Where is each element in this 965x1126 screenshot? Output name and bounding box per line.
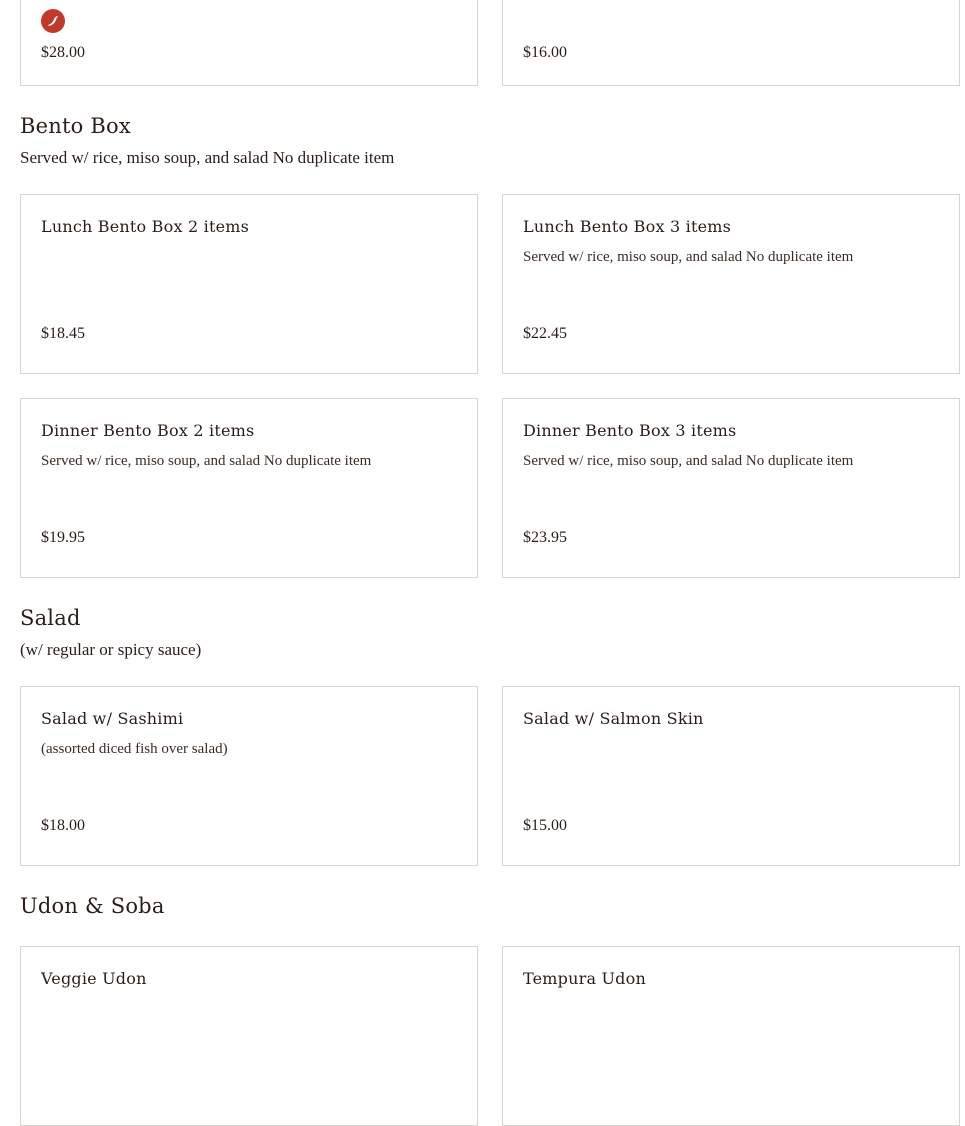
menu-item-card[interactable] bbox=[20, 398, 478, 578]
item-name: Lunch Bento Box 2 items bbox=[41, 217, 250, 236]
menu-grid-udon-soba bbox=[20, 946, 960, 1126]
menu-item-card[interactable] bbox=[502, 0, 960, 86]
section-header-udon-soba bbox=[20, 892, 960, 920]
item-price: $15.00 bbox=[523, 817, 567, 834]
menu-item-card[interactable] bbox=[502, 398, 960, 578]
item-description: Served w/ rice, miso soup, and salad No duplicate item bbox=[523, 453, 854, 469]
item-name: Salad w/ Salmon Skin bbox=[523, 709, 704, 728]
chili-pepper-icon bbox=[41, 9, 65, 33]
section-title: Udon & Soba bbox=[20, 894, 165, 918]
item-name: Lunch Bento Box 3 items bbox=[523, 217, 732, 236]
menu-grid-salad bbox=[20, 686, 960, 866]
menu-grid-bento bbox=[20, 194, 960, 578]
item-description: Served w/ rice, miso soup, and salad No duplicate item bbox=[523, 249, 854, 265]
section-header-bento bbox=[20, 112, 960, 168]
item-price: $18.45 bbox=[41, 325, 85, 342]
menu-item-card[interactable] bbox=[20, 0, 478, 86]
item-description: (assorted diced fish over salad) bbox=[41, 741, 228, 757]
item-name: Dinner Bento Box 2 items bbox=[41, 421, 255, 440]
item-price: $23.95 bbox=[523, 529, 567, 546]
item-name: Tempura Udon bbox=[523, 969, 646, 988]
item-price: $16.00 bbox=[523, 44, 567, 61]
menu-page bbox=[20, 0, 960, 1126]
menu-grid-top bbox=[20, 0, 960, 86]
item-price: $28.00 bbox=[41, 44, 85, 61]
section-description: Served w/ rice, miso soup, and salad No duplicate item bbox=[20, 148, 395, 167]
item-name: Dinner Bento Box 3 items bbox=[523, 421, 737, 440]
section-description: (w/ regular or spicy sauce) bbox=[20, 640, 202, 659]
item-name: Salad w/ Sashimi bbox=[41, 709, 184, 728]
section-title: Salad bbox=[20, 606, 81, 630]
menu-item-card[interactable] bbox=[502, 946, 960, 1126]
menu-item-card[interactable] bbox=[502, 194, 960, 374]
item-price: $19.95 bbox=[41, 529, 85, 546]
item-description: Served w/ rice, miso soup, and salad No duplicate item bbox=[41, 453, 372, 469]
item-name: Veggie Udon bbox=[41, 969, 147, 988]
section-header-salad bbox=[20, 604, 960, 660]
menu-item-card[interactable] bbox=[20, 946, 478, 1126]
menu-item-card[interactable] bbox=[20, 686, 478, 866]
item-price: $22.45 bbox=[523, 325, 567, 342]
menu-item-card[interactable] bbox=[502, 686, 960, 866]
section-title: Bento Box bbox=[20, 114, 131, 138]
item-price: $18.00 bbox=[41, 817, 85, 834]
menu-item-card[interactable] bbox=[20, 194, 478, 374]
